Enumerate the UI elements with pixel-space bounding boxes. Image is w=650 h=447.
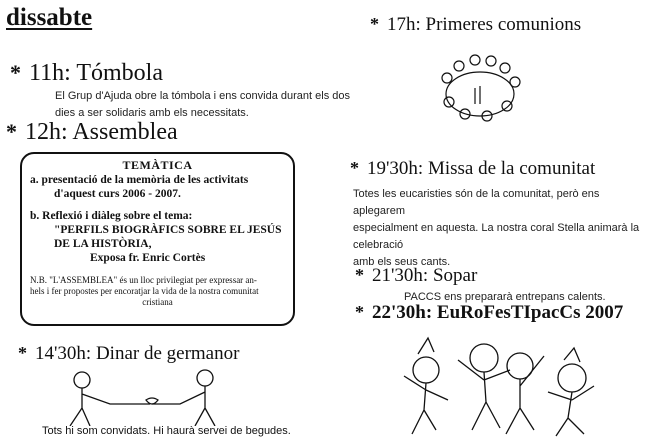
box-item-a-cont: d'aquest curs 2006 - 2007. <box>54 188 181 200</box>
sopar-description: PACCS ens prepararà entrepans calents. <box>404 291 606 303</box>
event-title: 22'30h: EuRoFesTIpacCs 2007 <box>372 302 624 323</box>
bullet-star: * <box>350 158 359 178</box>
event-tombola <box>10 60 163 87</box>
tombola-desc-line: El Grup d'Ajuda obre la tómbola i ens convida durant els dos <box>55 90 350 102</box>
box-item-a: a. presentació de la memòria de les activitats <box>30 174 249 186</box>
box-note-end: cristiana <box>142 297 173 307</box>
day-title: dissabte <box>6 4 93 31</box>
box-item-b-title-cont: DE LA HISTÒRIA, <box>54 238 152 250</box>
event-assemblea <box>6 119 178 146</box>
event-title: 19'30h: Missa de la comunitat <box>367 158 596 179</box>
box-item-b-title: "PERFILS BIOGRÀFICS SOBRE EL JESÚS <box>54 224 282 236</box>
event-sopar <box>355 265 477 287</box>
box-note-cont: hels i fer propostes per encoratjar la vida de la nostra comunitat <box>30 286 259 296</box>
event-title: 21'30h: Sopar <box>372 265 478 286</box>
event-title: 11h: Tómbola <box>29 60 163 86</box>
bullet-star: * <box>18 343 27 363</box>
bullet-star: * <box>355 302 364 322</box>
missa-desc-line: amb els seus cants. <box>353 256 451 268</box>
dinar-footer: Tots hi som convidats. Hi haurà servei de begudes. <box>42 425 291 437</box>
box-note: N.B. "L'ASSEMBLEA" és un lloc privilegiat per expressar an- <box>30 275 257 285</box>
missa-desc-line: especialment en aquesta. La nostra coral Stella animarà la celebració <box>353 222 640 251</box>
children-circle-drawing <box>435 52 525 122</box>
bullet-star: * <box>6 119 17 144</box>
box-item-b-speaker: Exposa fr. Enric Cortès <box>90 252 206 264</box>
missa-description <box>353 186 650 271</box>
tombola-desc-line: dies a ser solidaris amb els necessitats. <box>55 107 249 119</box>
assemblea-topic-box <box>20 152 295 326</box>
bullet-star: * <box>370 14 379 34</box>
event-dinar <box>18 343 239 365</box>
event-title: 14'30h: Dinar de germanor <box>35 343 240 364</box>
event-comunions <box>370 14 581 36</box>
event-festival <box>355 302 623 324</box>
event-title: 17h: Primeres comunions <box>387 14 582 35</box>
missa-desc-line: Totes les eucaristies són de la comunitat, però ens aplegarem <box>353 188 600 217</box>
event-title: 12h: Assemblea <box>25 119 178 145</box>
tombola-description <box>55 88 350 122</box>
event-missa <box>350 158 595 180</box>
handshake-drawing <box>60 368 290 426</box>
box-heading: TEMÀTICA <box>122 158 193 172</box>
box-item-b: b. Reflexió i diàleg sobre el tema: <box>30 210 193 222</box>
bullet-star: * <box>10 60 21 85</box>
dancing-people-drawing <box>388 330 610 440</box>
bullet-star: * <box>355 265 364 285</box>
